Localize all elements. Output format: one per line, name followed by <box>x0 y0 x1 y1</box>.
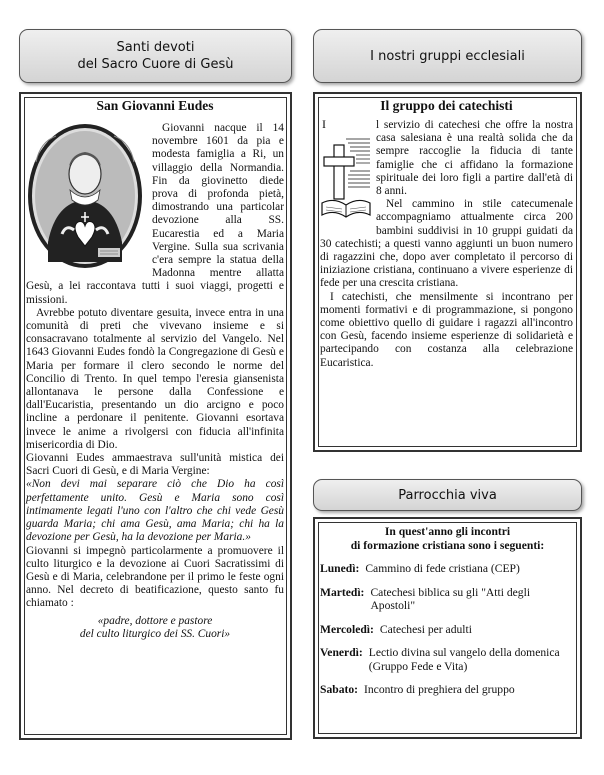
day-name: Mercoledì: <box>320 622 374 636</box>
closing-quote-line-1: «padre, dottore e pastore <box>97 614 213 627</box>
article-box-eudes <box>19 92 292 740</box>
schedule-box <box>313 517 582 739</box>
day-activity: Lectio divina sul vangelo della domenica (Gruppo Fede e Vita) <box>368 646 560 673</box>
article-paragraph: Nel cammino in stile catecumenale accompagniamo attualmente circa 200 bambini suddivisi in 10 gruppi guidati da 30 catechisti; a questi vanno aggiunti un buon numero di ragazzini che, dopo aver completato il percorso di iniziazione cristiana, continuano a vivere esperienze di fede per una crescita cristiana. <box>320 198 573 290</box>
schedule-row <box>320 646 575 673</box>
article-paragraph: Giovanni Eudes ammaestrava sull'unità mistica dei Sacri Cuori di Gesù, e di Maria Vergine: <box>26 452 284 478</box>
day-activity: Catechesi per adulti <box>379 622 472 636</box>
article-quote: «Non devi mai separare ciò che Dio ha così perfettamente unito. Gesù e Maria sono così intimamente legati l'uno con l'altro che chi vede Gesù guarda Maria; chi ama Gesù, ama Maria; chi ha la devozione per Gesù, ha la devozione per Maria.» <box>26 478 284 544</box>
header-parrocchia-viva <box>313 479 582 511</box>
article-paragraph: Avrebbe potuto diventare gesuita, invece entra in una comunità di preti che vivevano insieme e si consacravano totalmente al servizio del Vangelo. Nel 1643 Giovanni Eudes fondò la Congregazione di Gesù e Maria per formare il clero secondo le norme del Concilio di Trento. In quel tempo l'eresia giansenista allontanava le persone dalla Confessione e dall'Eucaristia, presentando un dio arcigno e poco incline a perdonare il penitente. Giovanni esortava invece le anime a rivolgersi con fiducia all'infinita misericordia di Dio. <box>26 306 284 451</box>
closing-quote-line-2: del culto liturgico dei SS. Cuori» <box>79 627 231 640</box>
schedule-row <box>320 683 575 697</box>
header-line-1: Santi devoti <box>116 40 195 55</box>
day-activity: Cammino di fede cristiana (CEP) <box>365 562 520 575</box>
article-paragraph: Giovanni nacque il 14 novembre 1601 da pia e modesta famiglia a Ri, un villaggio della Normandia. Fin da giovinetto diede prova di profonda pietà, dimostrando una particolar devozione alla SS. Eucarestia ed a Maria Vergine. Sulla sua scrivania c'era sempre la statua della Madonna mentre allatta Gesù, a lei raccontava tutti i suoi viaggi, progetti e missioni. <box>26 122 284 306</box>
day-name: Martedì: <box>320 585 365 599</box>
schedule-row <box>320 562 575 576</box>
schedule-row <box>320 586 575 613</box>
cross-book-icon <box>320 119 372 225</box>
article-paragraph: Giovanni si impegnò particolarmente a promuovere il culto liturgico e la devozione ai Cuori Sacratissimi di Gesù e di Maria, celebrandone per il primo le feste ogni anno. Nel decreto di beatificazione, questo santo fu chiamato : <box>26 544 284 610</box>
schedule-intro-line-1: In quest'anno gli incontri <box>384 525 511 538</box>
header-parrocchia-label: Parrocchia viva <box>398 487 497 503</box>
schedule-row <box>320 623 575 637</box>
article-title: San Giovanni Eudes <box>96 98 214 113</box>
header-gruppi-label: I nostri gruppi ecclesiali <box>370 48 525 64</box>
header-santi-devoti <box>19 29 292 83</box>
article-box-catechisti <box>313 92 582 452</box>
dropcap-letter: I <box>322 117 326 131</box>
schedule-list <box>320 562 575 697</box>
day-name: Lunedì: <box>320 562 360 575</box>
article-paragraph: l servizio di catechesi che offre la nostra casa salesiana è una realtà solida che da sempre raccoglie la fiducia di tante famiglie che ci affidano la formazione spirituale dei loro figli a partire dall'età di 8 anni. <box>376 119 573 198</box>
day-name: Sabato: <box>320 683 359 696</box>
header-line-2: del Sacro Cuore di Gesù <box>77 57 234 72</box>
article-title: Il gruppo dei catechisti <box>380 98 513 113</box>
schedule-intro-line-2: di formazione cristiana sono i seguenti: <box>350 538 545 552</box>
article-paragraph: I catechisti, che mensilmente si incontrano per momenti formativi e di programmazione, si pongono come obiettivo quello di guidare i ragazzi all'incontro con Gesù, facendo insieme esperienze di solidarietà e partecipando con costanza alla celebrazione Eucaristica. <box>320 290 573 369</box>
header-gruppi-ecclesiali <box>313 29 582 83</box>
portrait-image <box>26 122 144 271</box>
dropcap-cross-illustration <box>320 119 372 225</box>
day-activity: Incontro di preghiera del gruppo <box>364 683 515 696</box>
day-activity: Catechesi biblica su gli "Atti degli Apostoli" <box>370 585 531 612</box>
day-name: Venerdì: <box>320 646 363 659</box>
